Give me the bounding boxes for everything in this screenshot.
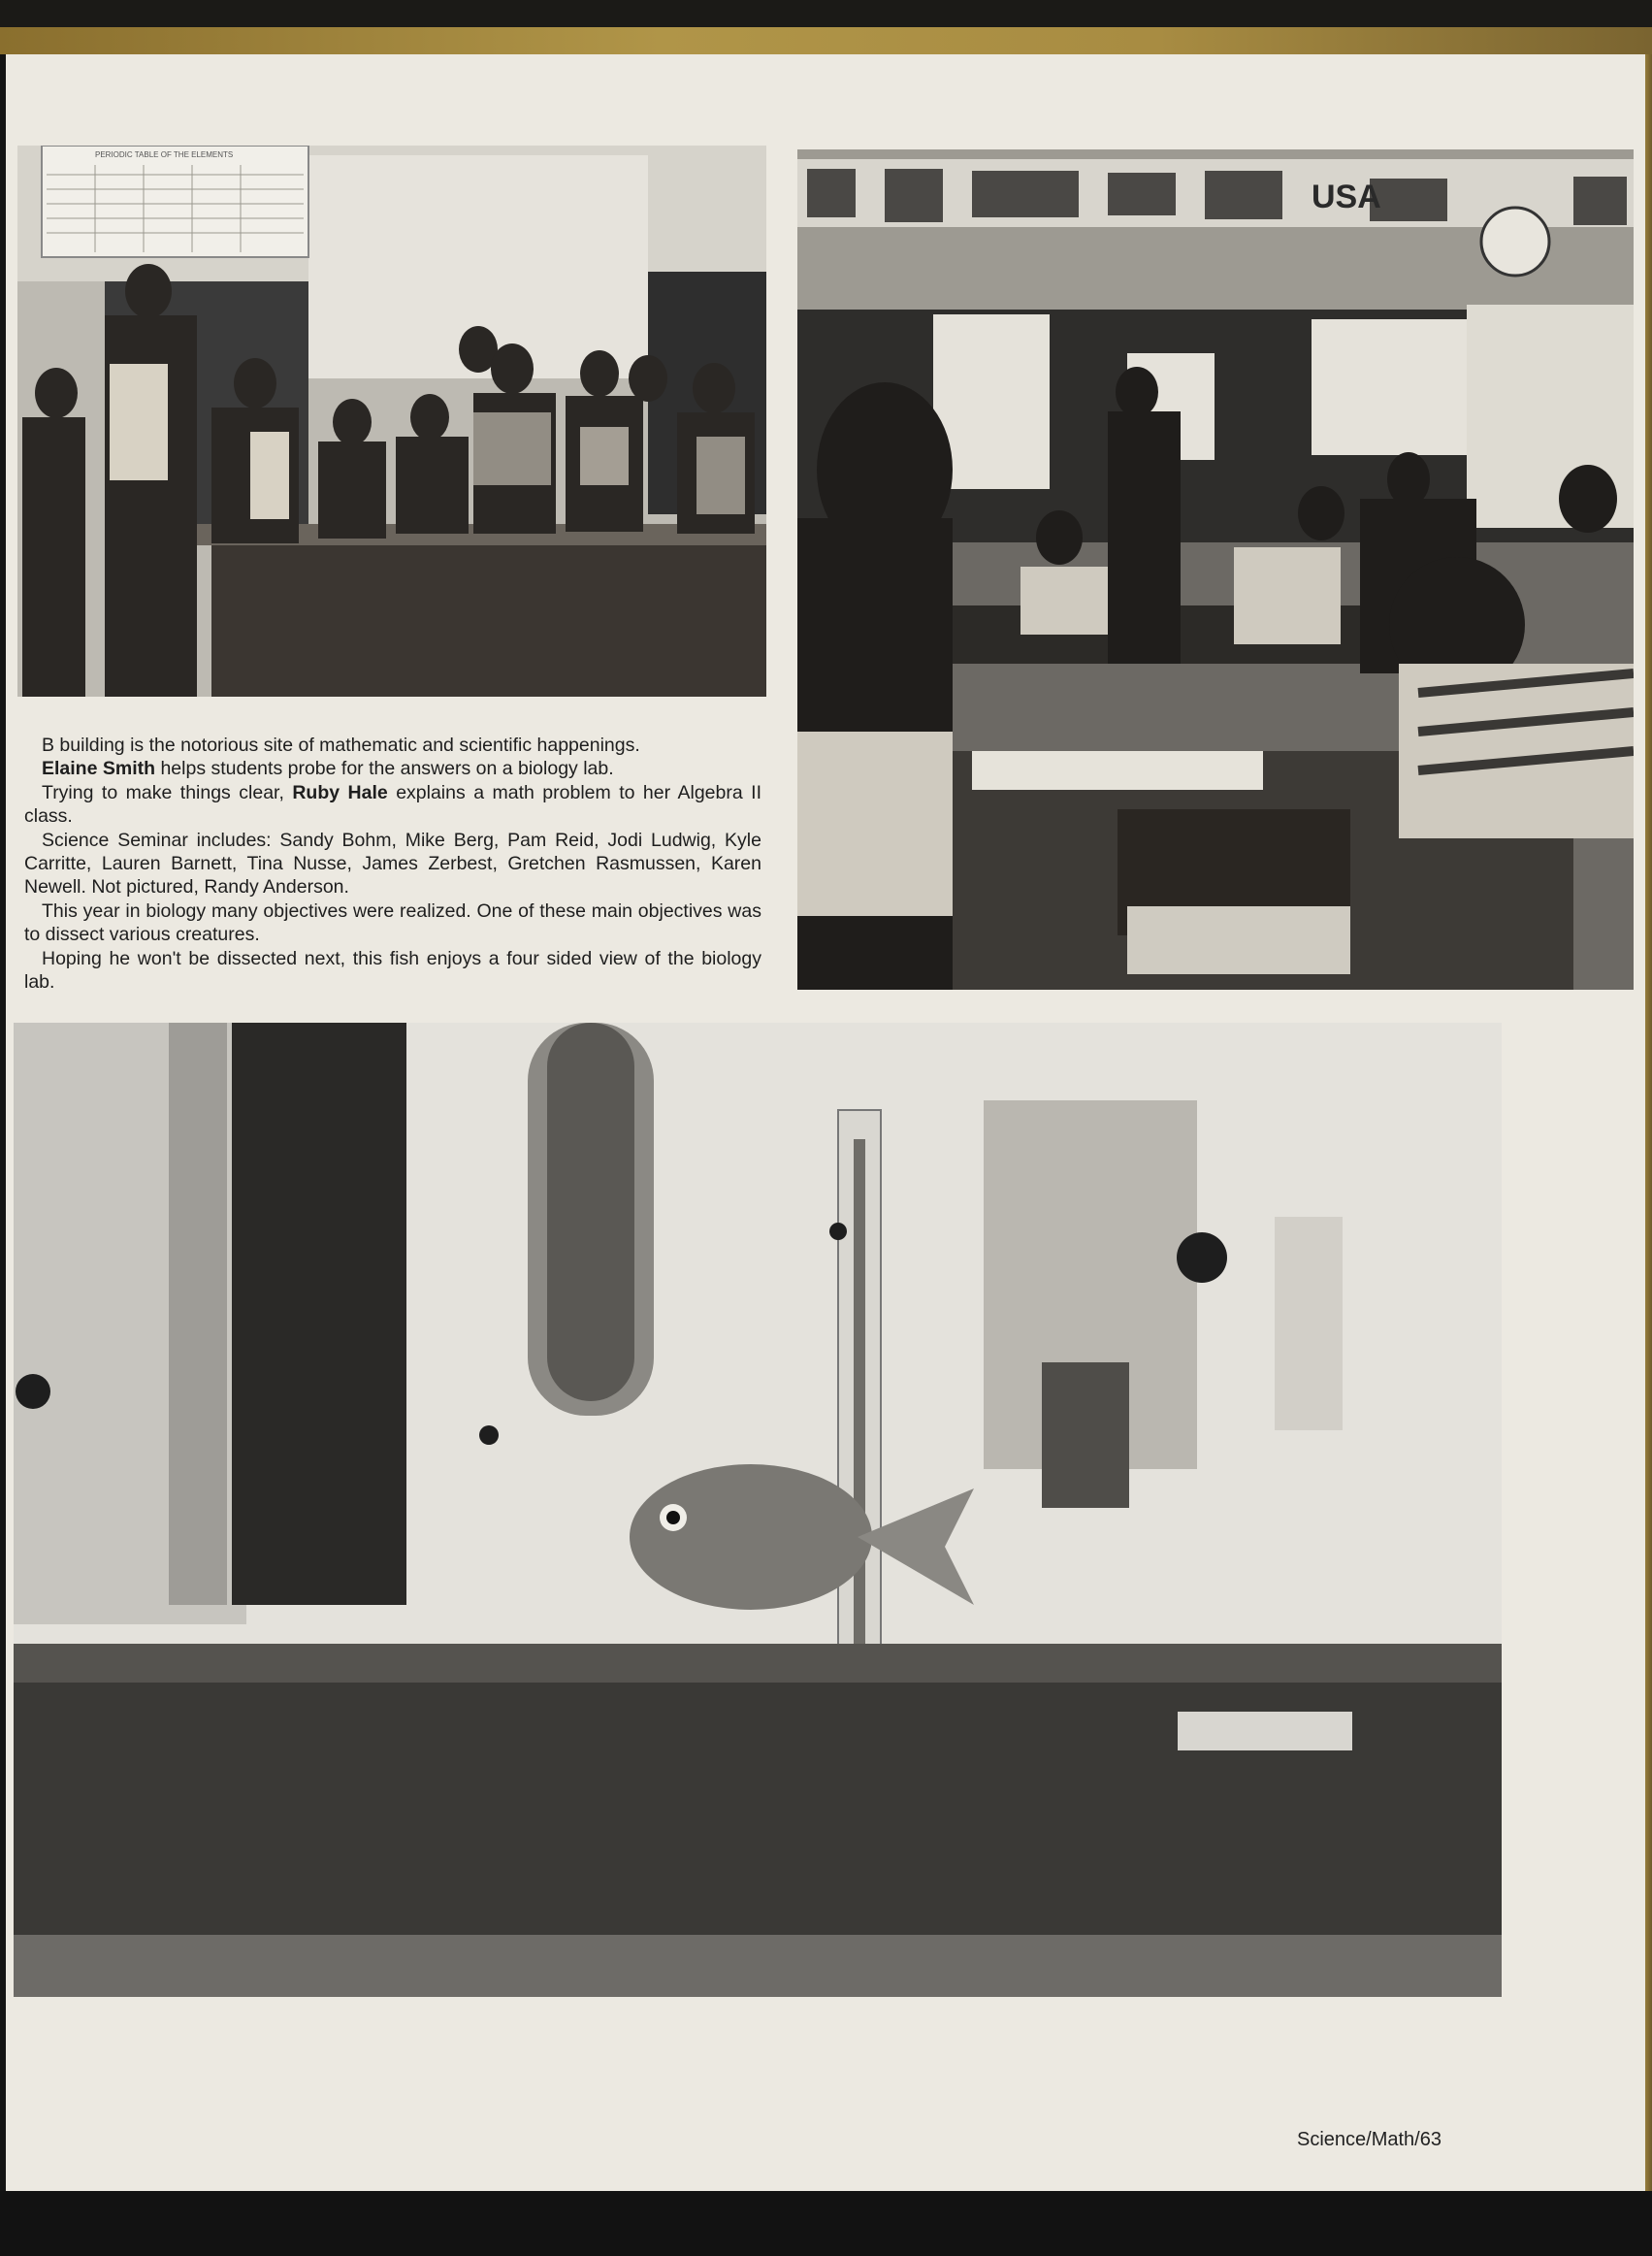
caption-name-elaine-smith: Elaine Smith	[42, 758, 156, 780]
caption-science-seminar: Science Seminar includes: Sandy Bohm, Mike Berg, Pam Reid, Jodi Ludwig, Kyle Carritte, Lauren Barnett, Tina Nusse, James Zerbest, Gretchen Rasmussen, Karen Newell. Not pictured, Randy Anderson.	[24, 829, 761, 899]
caption-fish: Hoping he won't be dissected next, this fish enjoys a four sided view of the biology lab.	[24, 947, 761, 994]
caption-elaine-smith: Elaine Smith helps students probe for the answers on a biology lab.	[42, 758, 614, 780]
scan-bottom-border	[0, 2191, 1652, 2256]
usa-poster-text: USA	[1312, 179, 1381, 215]
caption-biology-objectives: This year in biology many objectives were realized. One of these main objectives was to dissect various creatures.	[24, 899, 761, 946]
periodic-table-sign: PERIODIC TABLE OF THE ELEMENTS	[95, 150, 234, 159]
caption-building: B building is the notorious site of mathematic and scientific happenings.	[42, 735, 640, 756]
page-folio: Science/Math/63	[1297, 2129, 1441, 2150]
yearbook-page	[6, 54, 1645, 2191]
caption-name-ruby-hale: Ruby Hale	[292, 781, 388, 803]
aquarium-fish-photo	[14, 1023, 1502, 1997]
photo-captions	[24, 734, 761, 994]
caption-ruby-hale: Trying to make things clear, Ruby Hale explains a math problem to her Algebra II class.	[24, 781, 761, 828]
book-binding-strip	[0, 27, 1652, 54]
biology-classroom-photo	[797, 149, 1634, 990]
science-seminar-photo	[17, 146, 766, 697]
